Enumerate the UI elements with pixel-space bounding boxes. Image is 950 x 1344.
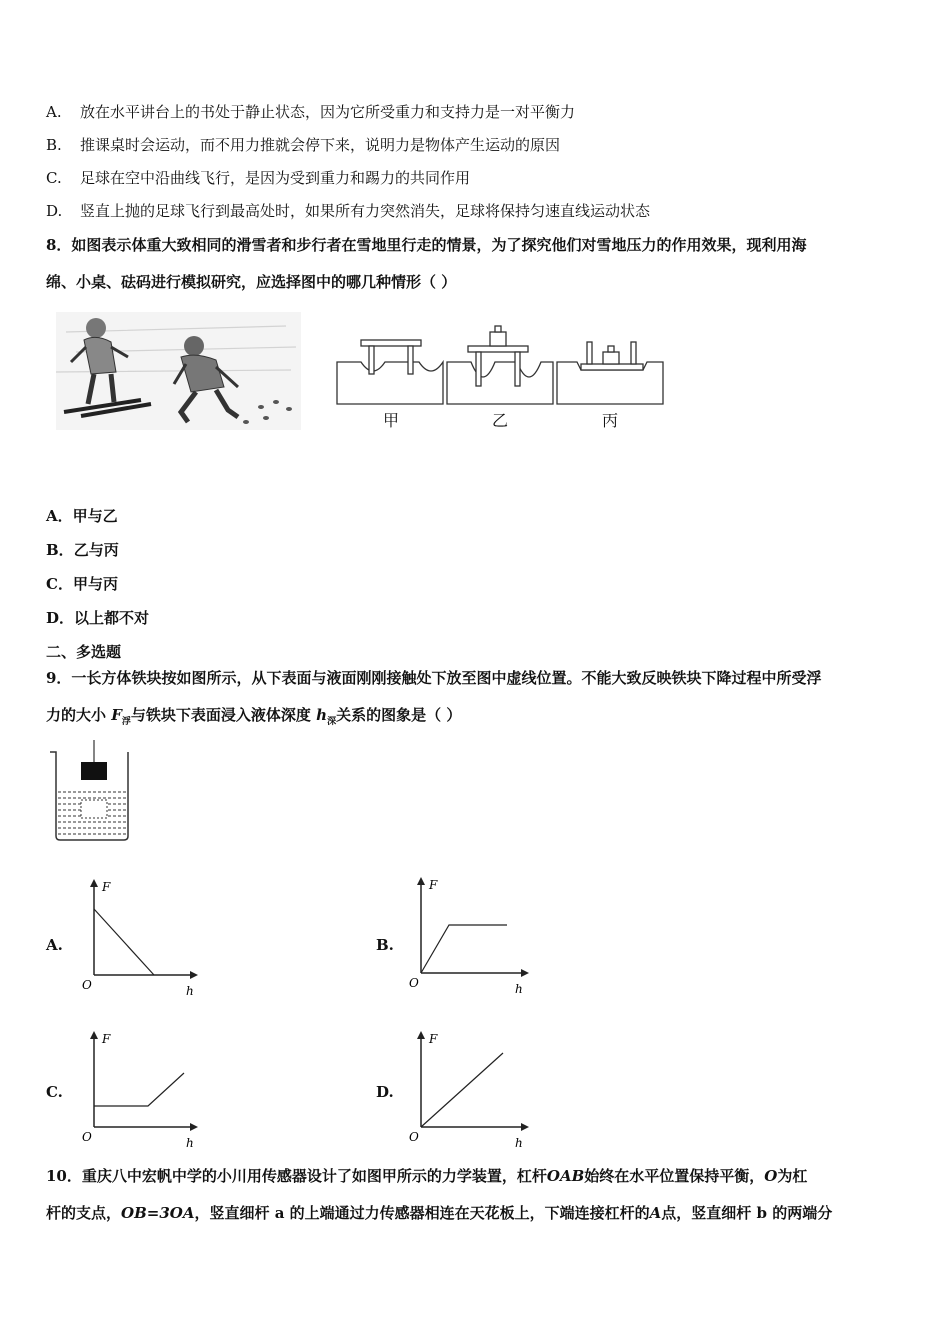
graph-label-a: A. [46, 936, 63, 954]
graph-a-y-label: F [102, 880, 111, 894]
q8-stem-line2: 绵、小桌、砝码进行模拟研究，应选择图中的哪几种情形（ ） [46, 273, 457, 291]
graph-d [405, 1027, 535, 1152]
sponge-setup-yi [447, 326, 553, 404]
q7-option-a: A. 放在水平讲台上的书处于静止状态，因为它所受重力和支持力是一对平衡力 [46, 103, 576, 121]
q8-option-c: C．甲与丙 [46, 575, 118, 593]
graph-d-x-label: h [515, 1136, 523, 1150]
graph-d-y-label: F [429, 1032, 438, 1046]
beaker-iron-block-figure [48, 740, 133, 844]
fig-label-bing: 丙 [602, 411, 619, 430]
graph-b-origin: O [409, 976, 419, 990]
sponge-setup-bing [557, 342, 663, 404]
q8-stem-line1: 8．如图表示体重大致相同的滑雪者和步行者在雪地里行走的情景，为了探究他们对雪地压力的作用效果，现利用海 [46, 236, 807, 254]
graph-a [78, 875, 203, 1000]
graph-label-d: D. [376, 1083, 394, 1101]
q10-stem-line1: 10．重庆八中宏帆中学的小川用传感器设计了如图甲所示的力学装置，杠杆OAB始终在水平位置保持平衡，O为杠 [46, 1167, 808, 1185]
sponge-setup-jia [337, 340, 443, 404]
q7-option-d: D. 竖直上抛的足球飞行到最高处时，如果所有力突然消失，足球将保持匀速直线运动状态 [46, 202, 651, 220]
fig-label-yi: 乙 [492, 411, 509, 430]
graph-a-x-label: h [186, 984, 194, 998]
section-heading: 二、多选题 [46, 643, 122, 661]
graph-label-c: C. [46, 1083, 63, 1101]
q8-option-b: B．乙与丙 [46, 541, 119, 559]
q8-option-d: D．以上都不对 [46, 609, 150, 627]
graph-c-y-label: F [102, 1032, 111, 1046]
graph-b-y-label: F [429, 878, 438, 892]
q7-option-b: B. 推课桌时会运动，而不用力推就会停下来，说明力是物体产生运动的原因 [46, 136, 561, 154]
q8-option-a: A．甲与乙 [46, 507, 118, 525]
skier-walker-illustration [56, 312, 301, 430]
graph-c [78, 1027, 203, 1152]
graph-d-origin: O [409, 1130, 419, 1144]
graph-b [405, 873, 535, 998]
graph-b-x-label: h [515, 982, 523, 996]
q7-option-c: C. 足球在空中沿曲线飞行，是因为受到重力和踢力的共同作用 [46, 169, 471, 187]
graph-label-b: B. [376, 936, 394, 954]
q10-stem-line2: 杆的支点，OB=3OA，竖直细杆 a 的上端通过力传感器相连在天花板上，下端连接杠杆的A点，竖直细杆 b 的两端分 [46, 1204, 833, 1222]
graph-c-x-label: h [186, 1136, 194, 1150]
graph-c-origin: O [82, 1130, 92, 1144]
fig-label-jia: 甲 [383, 411, 400, 430]
q9-stem-line1: 9．一长方体铁块按如图所示，从下表面与液面刚刚接触处下放至图中虚线位置。不能大致反映铁块下降过程中所受浮 [46, 669, 822, 687]
q9-stem-line2: 力的大小 $F_浮$与铁块下表面浸入液体深度 $h_深$关系的图象是（ ） [46, 706, 462, 727]
graph-a-origin: O [82, 978, 92, 992]
